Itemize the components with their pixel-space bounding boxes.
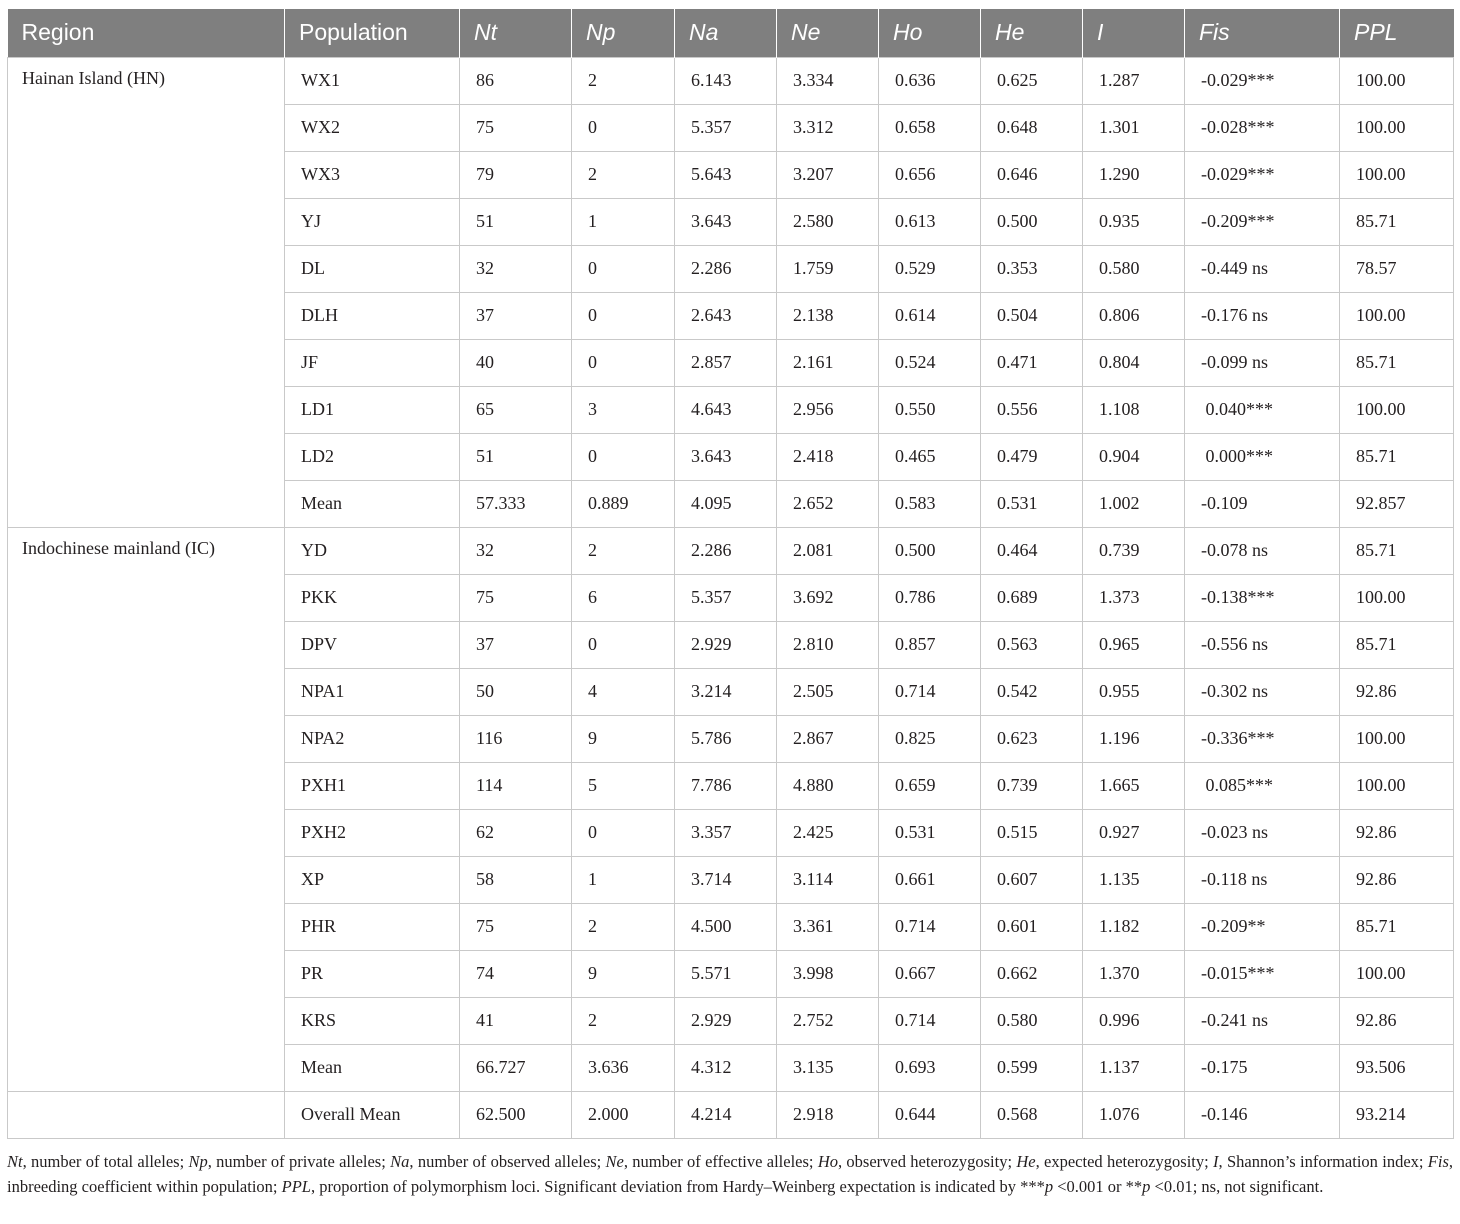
- region-cell: Hainan Island (HN): [8, 57, 285, 527]
- cell-np: 2: [572, 997, 675, 1044]
- cell-na: 3.714: [675, 856, 777, 903]
- cell-nt: 62: [460, 809, 572, 856]
- footnote-text: , Shannon’s information index;: [1218, 1152, 1428, 1171]
- cell-population: PKK: [285, 574, 460, 621]
- footnote-abbreviation: He: [1016, 1152, 1036, 1171]
- cell-he: 0.646: [981, 151, 1083, 198]
- cell-he: 0.625: [981, 57, 1083, 104]
- cell-na: 3.643: [675, 198, 777, 245]
- cell-na: 2.857: [675, 339, 777, 386]
- cell-ho: 0.550: [879, 386, 981, 433]
- footnote-text: <0.001 or **: [1053, 1177, 1143, 1196]
- cell-population: DLH: [285, 292, 460, 339]
- cell-na: 4.312: [675, 1044, 777, 1091]
- cell-ppl: 85.71: [1340, 433, 1454, 480]
- cell-nt: 75: [460, 104, 572, 151]
- cell-ppl: 85.71: [1340, 621, 1454, 668]
- footnote-abbreviation: p: [1044, 1177, 1054, 1196]
- cell-he: 0.504: [981, 292, 1083, 339]
- cell-he: 0.500: [981, 198, 1083, 245]
- cell-fis: -0.029***: [1185, 151, 1340, 198]
- cell-population: DPV: [285, 621, 460, 668]
- footnote-abbreviation: Ne: [605, 1152, 624, 1171]
- cell-ho: 0.714: [879, 903, 981, 950]
- cell-fis: 0.085***: [1185, 762, 1340, 809]
- cell-ne: 3.361: [777, 903, 879, 950]
- cell-na: 4.214: [675, 1091, 777, 1138]
- cell-fis: 0.040***: [1185, 386, 1340, 433]
- cell-np: 1: [572, 856, 675, 903]
- cell-i: 0.935: [1083, 198, 1185, 245]
- footnote-text: <0.01; ns, not significant.: [1150, 1177, 1324, 1196]
- cell-fis: -0.302 ns: [1185, 668, 1340, 715]
- cell-fis: -0.023 ns: [1185, 809, 1340, 856]
- cell-np: 0: [572, 339, 675, 386]
- cell-i: 1.002: [1083, 480, 1185, 527]
- cell-nt: 57.333: [460, 480, 572, 527]
- table-row: [8, 527, 1454, 574]
- footnote-abbreviation: p: [1142, 1177, 1151, 1196]
- cell-population: PXH2: [285, 809, 460, 856]
- cell-nt: 40: [460, 339, 572, 386]
- cell-i: 1.182: [1083, 903, 1185, 950]
- cell-np: 0: [572, 245, 675, 292]
- cell-np: 9: [572, 715, 675, 762]
- footnote-text: , number of observed alleles;: [409, 1152, 606, 1171]
- cell-na: 2.643: [675, 292, 777, 339]
- cell-he: 0.542: [981, 668, 1083, 715]
- cell-ho: 0.661: [879, 856, 981, 903]
- cell-i: 1.290: [1083, 151, 1185, 198]
- cell-ppl: 100.00: [1340, 574, 1454, 621]
- footnote-text: , expected heterozygosity;: [1035, 1152, 1214, 1171]
- cell-population: JF: [285, 339, 460, 386]
- cell-he: 0.353: [981, 245, 1083, 292]
- table-body: [8, 57, 1454, 1138]
- cell-fis: -0.028***: [1185, 104, 1340, 151]
- column-header-region: Region: [8, 9, 285, 57]
- column-header-ppl: PPL: [1340, 9, 1454, 57]
- cell-he: 0.648: [981, 104, 1083, 151]
- cell-na: 5.643: [675, 151, 777, 198]
- cell-ppl: 85.71: [1340, 198, 1454, 245]
- cell-population: Mean: [285, 1044, 460, 1091]
- cell-ne: 2.867: [777, 715, 879, 762]
- cell-ne: 2.918: [777, 1091, 879, 1138]
- cell-i: 1.665: [1083, 762, 1185, 809]
- cell-he: 0.471: [981, 339, 1083, 386]
- cell-i: 0.927: [1083, 809, 1185, 856]
- cell-np: 0: [572, 621, 675, 668]
- cell-population: LD1: [285, 386, 460, 433]
- cell-ne: 3.334: [777, 57, 879, 104]
- cell-ne: 3.135: [777, 1044, 879, 1091]
- cell-ne: 2.081: [777, 527, 879, 574]
- cell-na: 2.286: [675, 527, 777, 574]
- cell-nt: 37: [460, 621, 572, 668]
- cell-ho: 0.644: [879, 1091, 981, 1138]
- cell-he: 0.623: [981, 715, 1083, 762]
- cell-ppl: 100.00: [1340, 57, 1454, 104]
- cell-fis: -0.118 ns: [1185, 856, 1340, 903]
- footnote-text: , number of total alleles;: [22, 1152, 189, 1171]
- cell-i: 1.301: [1083, 104, 1185, 151]
- cell-nt: 32: [460, 245, 572, 292]
- column-header-na: Na: [675, 9, 777, 57]
- cell-fis: -0.138***: [1185, 574, 1340, 621]
- cell-he: 0.531: [981, 480, 1083, 527]
- cell-ppl: 92.857: [1340, 480, 1454, 527]
- cell-na: 7.786: [675, 762, 777, 809]
- column-header-i: I: [1083, 9, 1185, 57]
- cell-fis: 0.000***: [1185, 433, 1340, 480]
- cell-i: 0.739: [1083, 527, 1185, 574]
- cell-population: PXH1: [285, 762, 460, 809]
- cell-i: 0.806: [1083, 292, 1185, 339]
- cell-ppl: 92.86: [1340, 856, 1454, 903]
- cell-na: 5.357: [675, 574, 777, 621]
- cell-na: 2.929: [675, 621, 777, 668]
- cell-ne: 4.880: [777, 762, 879, 809]
- cell-ho: 0.524: [879, 339, 981, 386]
- footnote-abbreviation: Fis: [1427, 1152, 1449, 1171]
- cell-np: 2.000: [572, 1091, 675, 1138]
- cell-ho: 0.659: [879, 762, 981, 809]
- cell-ho: 0.714: [879, 997, 981, 1044]
- cell-ne: 3.207: [777, 151, 879, 198]
- column-header-np: Np: [572, 9, 675, 57]
- footnote-abbreviation: Na: [390, 1152, 410, 1171]
- column-header-nt: Nt: [460, 9, 572, 57]
- cell-ne: 2.161: [777, 339, 879, 386]
- cell-nt: 58: [460, 856, 572, 903]
- cell-ppl: 100.00: [1340, 950, 1454, 997]
- cell-population: Overall Mean: [285, 1091, 460, 1138]
- cell-nt: 66.727: [460, 1044, 572, 1091]
- cell-he: 0.464: [981, 527, 1083, 574]
- cell-na: 5.357: [675, 104, 777, 151]
- cell-he: 0.580: [981, 997, 1083, 1044]
- cell-ho: 0.714: [879, 668, 981, 715]
- cell-ppl: 100.00: [1340, 104, 1454, 151]
- cell-na: 3.357: [675, 809, 777, 856]
- cell-np: 2: [572, 57, 675, 104]
- cell-np: 0.889: [572, 480, 675, 527]
- region-cell: [8, 1091, 285, 1138]
- cell-ho: 0.529: [879, 245, 981, 292]
- cell-population: LD2: [285, 433, 460, 480]
- cell-ho: 0.786: [879, 574, 981, 621]
- cell-ne: 3.114: [777, 856, 879, 903]
- cell-na: 2.286: [675, 245, 777, 292]
- cell-ho: 0.693: [879, 1044, 981, 1091]
- cell-ho: 0.583: [879, 480, 981, 527]
- cell-i: 0.996: [1083, 997, 1185, 1044]
- cell-i: 0.804: [1083, 339, 1185, 386]
- cell-ppl: 85.71: [1340, 527, 1454, 574]
- cell-ppl: 100.00: [1340, 292, 1454, 339]
- cell-ppl: 100.00: [1340, 151, 1454, 198]
- cell-i: 1.373: [1083, 574, 1185, 621]
- column-header-fis: Fis: [1185, 9, 1340, 57]
- cell-population: WX3: [285, 151, 460, 198]
- cell-np: 0: [572, 809, 675, 856]
- cell-nt: 74: [460, 950, 572, 997]
- cell-ne: 1.759: [777, 245, 879, 292]
- cell-i: 1.196: [1083, 715, 1185, 762]
- population-genetics-table: [7, 9, 1454, 1139]
- cell-population: NPA2: [285, 715, 460, 762]
- cell-fis: -0.336***: [1185, 715, 1340, 762]
- cell-fis: -0.029***: [1185, 57, 1340, 104]
- cell-nt: 79: [460, 151, 572, 198]
- table-row: [8, 1091, 1454, 1138]
- cell-fis: -0.241 ns: [1185, 997, 1340, 1044]
- cell-i: 1.076: [1083, 1091, 1185, 1138]
- footnote-text: , inbreeding coefficient within population;: [7, 1152, 1454, 1196]
- cell-i: 0.955: [1083, 668, 1185, 715]
- footnote-abbreviation: Ho: [817, 1152, 838, 1171]
- cell-he: 0.599: [981, 1044, 1083, 1091]
- cell-nt: 86: [460, 57, 572, 104]
- cell-ho: 0.656: [879, 151, 981, 198]
- cell-population: WX2: [285, 104, 460, 151]
- cell-np: 0: [572, 433, 675, 480]
- cell-np: 6: [572, 574, 675, 621]
- column-header-population: Population: [285, 9, 460, 57]
- cell-i: 1.287: [1083, 57, 1185, 104]
- region-cell: Indochinese mainland (IC): [8, 527, 285, 1091]
- cell-ho: 0.614: [879, 292, 981, 339]
- cell-nt: 32: [460, 527, 572, 574]
- cell-nt: 51: [460, 198, 572, 245]
- cell-fis: -0.175: [1185, 1044, 1340, 1091]
- cell-fis: -0.146: [1185, 1091, 1340, 1138]
- cell-na: 3.214: [675, 668, 777, 715]
- cell-ne: 2.418: [777, 433, 879, 480]
- column-header-ne: Ne: [777, 9, 879, 57]
- column-header-he: He: [981, 9, 1083, 57]
- cell-he: 0.479: [981, 433, 1083, 480]
- cell-i: 0.580: [1083, 245, 1185, 292]
- cell-ne: 2.956: [777, 386, 879, 433]
- cell-np: 3.636: [572, 1044, 675, 1091]
- cell-population: PHR: [285, 903, 460, 950]
- cell-fis: -0.209***: [1185, 198, 1340, 245]
- cell-ho: 0.825: [879, 715, 981, 762]
- cell-he: 0.568: [981, 1091, 1083, 1138]
- cell-ne: 2.425: [777, 809, 879, 856]
- cell-ppl: 78.57: [1340, 245, 1454, 292]
- cell-population: Mean: [285, 480, 460, 527]
- table-row: [8, 57, 1454, 104]
- cell-he: 0.662: [981, 950, 1083, 997]
- cell-i: 1.135: [1083, 856, 1185, 903]
- cell-he: 0.689: [981, 574, 1083, 621]
- cell-nt: 62.500: [460, 1091, 572, 1138]
- table-footnote: [7, 1149, 1453, 1199]
- cell-nt: 75: [460, 903, 572, 950]
- cell-he: 0.556: [981, 386, 1083, 433]
- cell-np: 2: [572, 151, 675, 198]
- cell-nt: 37: [460, 292, 572, 339]
- footnote-text: , number of private alleles;: [207, 1152, 391, 1171]
- cell-np: 9: [572, 950, 675, 997]
- cell-fis: -0.078 ns: [1185, 527, 1340, 574]
- footnote-abbreviation: PPL: [281, 1177, 311, 1196]
- cell-np: 0: [572, 292, 675, 339]
- cell-na: 5.571: [675, 950, 777, 997]
- footnote-text: , number of effective alleles;: [623, 1152, 818, 1171]
- cell-he: 0.607: [981, 856, 1083, 903]
- cell-population: PR: [285, 950, 460, 997]
- cell-fis: -0.209**: [1185, 903, 1340, 950]
- cell-np: 5: [572, 762, 675, 809]
- cell-ho: 0.500: [879, 527, 981, 574]
- footnote-abbreviation: Np: [188, 1152, 208, 1171]
- cell-na: 5.786: [675, 715, 777, 762]
- cell-np: 2: [572, 903, 675, 950]
- cell-ppl: 85.71: [1340, 903, 1454, 950]
- cell-nt: 65: [460, 386, 572, 433]
- cell-na: 6.143: [675, 57, 777, 104]
- cell-nt: 114: [460, 762, 572, 809]
- cell-fis: -0.015***: [1185, 950, 1340, 997]
- cell-np: 0: [572, 104, 675, 151]
- footnote-abbreviation: I: [1213, 1152, 1219, 1171]
- cell-he: 0.601: [981, 903, 1083, 950]
- cell-i: 0.904: [1083, 433, 1185, 480]
- cell-ppl: 100.00: [1340, 715, 1454, 762]
- cell-ne: 3.998: [777, 950, 879, 997]
- cell-ppl: 92.86: [1340, 997, 1454, 1044]
- cell-he: 0.563: [981, 621, 1083, 668]
- cell-population: YD: [285, 527, 460, 574]
- cell-ppl: 92.86: [1340, 809, 1454, 856]
- cell-fis: -0.109: [1185, 480, 1340, 527]
- cell-ne: 2.652: [777, 480, 879, 527]
- cell-i: 1.108: [1083, 386, 1185, 433]
- cell-i: 1.137: [1083, 1044, 1185, 1091]
- cell-ne: 2.810: [777, 621, 879, 668]
- cell-population: WX1: [285, 57, 460, 104]
- cell-i: 1.370: [1083, 950, 1185, 997]
- cell-ho: 0.636: [879, 57, 981, 104]
- cell-nt: 50: [460, 668, 572, 715]
- cell-ppl: 92.86: [1340, 668, 1454, 715]
- cell-population: DL: [285, 245, 460, 292]
- cell-he: 0.515: [981, 809, 1083, 856]
- cell-na: 4.643: [675, 386, 777, 433]
- cell-ppl: 100.00: [1340, 762, 1454, 809]
- cell-ho: 0.658: [879, 104, 981, 151]
- footnote-text: Significant deviation from Hardy–Weinberg expectation is indicated by ***: [544, 1177, 1045, 1196]
- cell-fis: -0.176 ns: [1185, 292, 1340, 339]
- cell-ppl: 100.00: [1340, 386, 1454, 433]
- cell-np: 2: [572, 527, 675, 574]
- cell-ho: 0.465: [879, 433, 981, 480]
- column-header-ho: Ho: [879, 9, 981, 57]
- cell-fis: -0.449 ns: [1185, 245, 1340, 292]
- cell-ho: 0.531: [879, 809, 981, 856]
- cell-np: 1: [572, 198, 675, 245]
- cell-population: NPA1: [285, 668, 460, 715]
- cell-nt: 116: [460, 715, 572, 762]
- table-header-row: [8, 9, 1454, 57]
- cell-ne: 2.505: [777, 668, 879, 715]
- cell-nt: 41: [460, 997, 572, 1044]
- cell-na: 3.643: [675, 433, 777, 480]
- cell-ne: 2.138: [777, 292, 879, 339]
- footnote-text: , proportion of polymorphism loci.: [310, 1177, 545, 1196]
- cell-population: YJ: [285, 198, 460, 245]
- cell-np: 3: [572, 386, 675, 433]
- cell-he: 0.739: [981, 762, 1083, 809]
- cell-i: 0.965: [1083, 621, 1185, 668]
- cell-na: 4.095: [675, 480, 777, 527]
- cell-ppl: 93.214: [1340, 1091, 1454, 1138]
- cell-na: 4.500: [675, 903, 777, 950]
- cell-ppl: 85.71: [1340, 339, 1454, 386]
- cell-ne: 2.580: [777, 198, 879, 245]
- cell-np: 4: [572, 668, 675, 715]
- cell-ne: 3.692: [777, 574, 879, 621]
- cell-ne: 3.312: [777, 104, 879, 151]
- cell-ppl: 93.506: [1340, 1044, 1454, 1091]
- cell-ho: 0.613: [879, 198, 981, 245]
- footnote-abbreviation: Nt: [7, 1152, 23, 1171]
- footnote-text: , observed heterozygosity;: [838, 1152, 1017, 1171]
- cell-population: XP: [285, 856, 460, 903]
- cell-ho: 0.857: [879, 621, 981, 668]
- cell-nt: 75: [460, 574, 572, 621]
- cell-population: KRS: [285, 997, 460, 1044]
- cell-nt: 51: [460, 433, 572, 480]
- cell-fis: -0.556 ns: [1185, 621, 1340, 668]
- cell-ho: 0.667: [879, 950, 981, 997]
- cell-fis: -0.099 ns: [1185, 339, 1340, 386]
- cell-ne: 2.752: [777, 997, 879, 1044]
- cell-na: 2.929: [675, 997, 777, 1044]
